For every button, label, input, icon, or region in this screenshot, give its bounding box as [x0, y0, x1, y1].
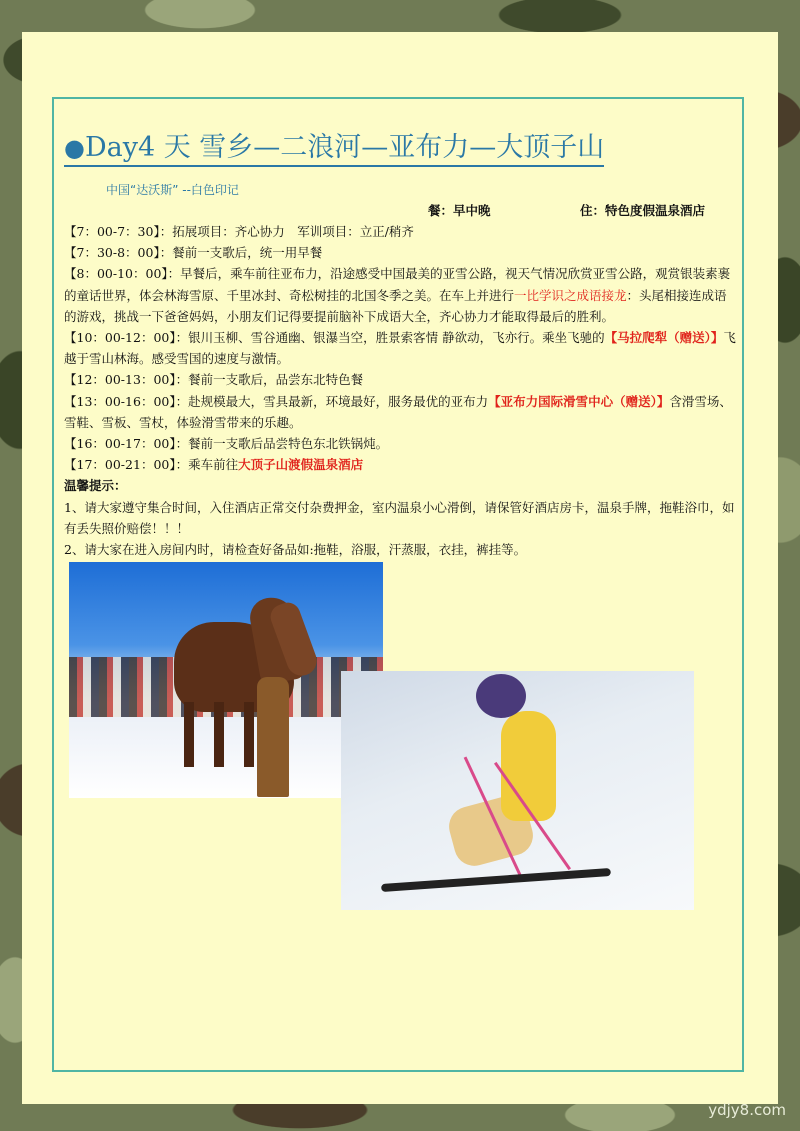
itinerary-text: ：拓展项目：齐心协力 军训项目：立正/稍齐	[159, 224, 414, 239]
itinerary-item	[64, 263, 736, 327]
itinerary-time: 【12：00-13：00】	[64, 372, 176, 388]
tip-item: 1、请大家遵守集合时间，入住酒店正常交付杂费押金，室内温泉小心滑倒，请保管好酒店房卡，温泉手牌，拖鞋浴巾，如有丢失照价赔偿！！！	[64, 499, 735, 536]
person-illustration	[257, 677, 289, 797]
ski-jacket-illustration	[501, 711, 556, 821]
itinerary-time: 【13：00-16：00】	[64, 393, 176, 409]
itinerary-highlight: 【马拉爬犁（赠送）】	[604, 330, 724, 346]
itinerary-text: ：早餐后，乘车前往亚布力，沿途感受中国最美的亚雪公路，视天气情况欣赏亚雪公路，观赏银装素裹的童话世界，体会林海雪原、千里冰封、奇松树挂的北国冬季之美。在车上并进行	[64, 266, 731, 303]
itinerary-item	[64, 391, 736, 433]
title-text: Day4 天 雪乡—二浪河—亚布力—大顶子山	[84, 132, 605, 163]
child-skiing-photo	[341, 671, 694, 910]
itinerary-time: 【7：30-8：00】	[64, 245, 160, 261]
watermark: ydjy8.com	[708, 1101, 786, 1119]
itinerary-text-after: ：头尾相接连成语的游戏，挑战一下爸爸妈妈，小朋友们记得要提前脑补下成语大全，齐心协力才能取得最后的胜利。	[64, 287, 727, 324]
itinerary-item	[64, 221, 736, 242]
horse-sleigh-photo	[69, 562, 383, 798]
itinerary-item	[64, 454, 736, 475]
itinerary-time: 【8：00-10：00】	[64, 266, 168, 282]
itinerary-item	[64, 242, 736, 263]
itinerary-text: ：乘车前往	[175, 457, 239, 473]
itinerary-text: ：餐前一支歌后，统一用早餐	[159, 245, 323, 261]
itinerary-text: ：银川玉柳、雪谷通幽、银瀑当空，胜景索客情 静欲动，飞亦行。乘坐飞驰的	[175, 330, 605, 346]
meal-info: 餐：早中晚	[428, 203, 491, 218]
itinerary-text-after: 含滑雪场、雪鞋、雪板、雪杖，体验滑雪带来的乐趣。	[64, 393, 732, 430]
itinerary-text: ：餐前一支歌后品尝特色东北铁锅炖。	[175, 436, 389, 452]
ski-board-illustration	[381, 868, 611, 892]
itinerary-content	[64, 221, 736, 560]
itinerary-text: ：赴规模最大，雪具最新，环境最好，服务最优的亚布力	[175, 393, 489, 409]
itinerary-time: 【16：00-17：00】	[64, 436, 176, 452]
itinerary-item	[64, 327, 736, 369]
tips-heading: 温馨提示：	[64, 478, 127, 494]
itinerary-time: 【17：00-21：00】	[64, 457, 176, 473]
tip-item: 2、请大家在进入房间内时，请检查好备品如:拖鞋，浴服，汗蒸服，衣挂，裤挂等。	[64, 542, 527, 558]
bullet-dot-icon: ●	[64, 134, 85, 162]
itinerary-item	[64, 433, 736, 454]
hotel-info: 住：特色度假温泉酒店	[580, 203, 706, 218]
page-title	[64, 131, 604, 167]
ski-helmet-illustration	[476, 674, 526, 718]
itinerary-time: 【7：00-7：30】	[64, 224, 160, 239]
itinerary-text: ：餐前一支歌后，品尝东北特色餐	[175, 372, 364, 388]
itinerary-highlight: 一比学识之成语接龙	[514, 287, 627, 303]
subtitle: 中国“达沃斯” --白色印记	[106, 183, 239, 197]
itinerary-highlight: 大顶子山渡假温泉酒店	[238, 457, 364, 473]
page-sheet	[22, 32, 778, 1104]
itinerary-highlight: 【亚布力国际滑雪中心（赠送）】	[488, 393, 670, 409]
itinerary-text-after: 飞越于雪山林海。感受雪国的速度与激情。	[64, 330, 736, 367]
itinerary-time: 【10：00-12：00】	[64, 330, 176, 346]
itinerary-item	[64, 369, 736, 390]
